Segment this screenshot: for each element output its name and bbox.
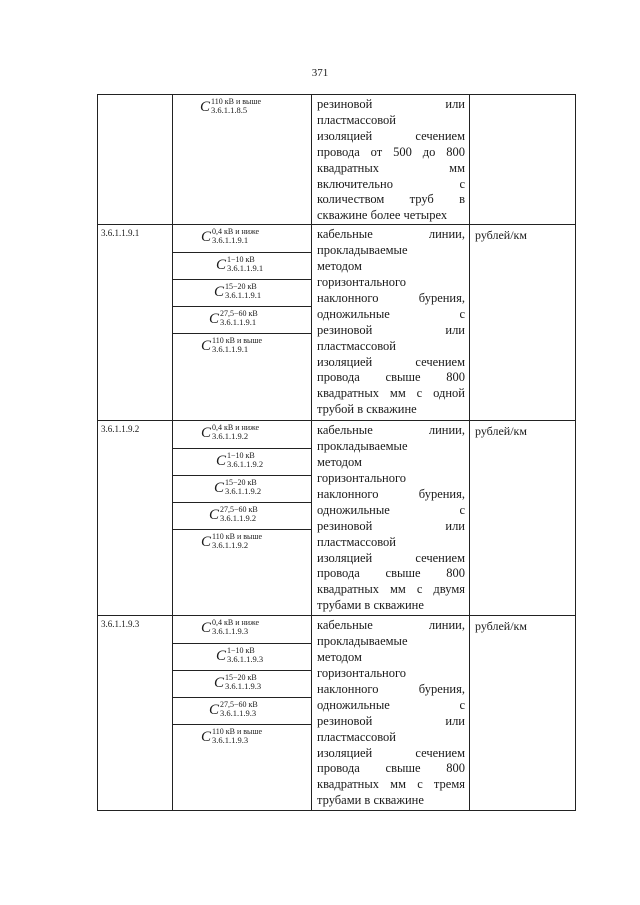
- description-line: трубой в скважине: [317, 402, 417, 417]
- formula-box: [173, 698, 311, 725]
- formula-box: [173, 671, 311, 698]
- description-line: количеством труб в: [317, 192, 465, 207]
- symbol-letter: C: [214, 284, 225, 301]
- formula-box: [173, 253, 311, 280]
- description-line: пластмассовой: [317, 338, 396, 353]
- symbol-superscript: 1−10 кВ: [227, 451, 255, 461]
- symbol-indices: [212, 619, 259, 636]
- unit-cell: рублей/км: [470, 421, 576, 616]
- description-line: включительно с: [317, 176, 465, 191]
- description-line: пластмассовой: [317, 729, 396, 744]
- description-line: горизонтального: [317, 665, 407, 680]
- symbol-indices: [220, 701, 258, 718]
- symbol-indices: [225, 283, 261, 300]
- symbol-indices: [225, 479, 261, 496]
- description-cell: [312, 421, 470, 616]
- description-line: кабельные линии,: [317, 618, 465, 633]
- symbol-subscript: 3.6.1.1.9.1: [220, 317, 257, 328]
- symbol-superscript: 1−10 кВ: [227, 646, 255, 656]
- description-line: квадратных мм с одной: [317, 386, 465, 401]
- table-row: [98, 616, 576, 811]
- symbol-letter: C: [201, 338, 212, 355]
- formula-symbol: [209, 701, 258, 719]
- table-row: [98, 421, 576, 616]
- description-line: изоляцией сечением: [317, 128, 465, 143]
- symbol-letter: C: [214, 675, 225, 692]
- description-line: методом: [317, 455, 362, 470]
- description-line: трубами в скважине: [317, 793, 424, 808]
- symbol-letter: C: [216, 648, 227, 665]
- description-line: одножильные с: [317, 502, 465, 517]
- description-line: методом: [317, 259, 362, 274]
- unit-cell: [470, 95, 576, 225]
- symbol-indices: [212, 728, 262, 745]
- symbol-superscript: 0,4 кВ и ниже: [212, 618, 260, 628]
- description-cell: [312, 95, 470, 225]
- symbol-indices: [220, 506, 258, 523]
- formula-box: [173, 616, 311, 644]
- unit-cell: рублей/км: [470, 616, 576, 811]
- symbol-letter: C: [201, 534, 212, 551]
- symbol-letter: C: [200, 99, 211, 115]
- symbol-indices: [227, 452, 263, 469]
- code-cell: 3.6.1.1.9.3: [98, 616, 173, 811]
- symbol-superscript: 27,5−60 кВ: [220, 309, 258, 319]
- symbol-superscript: 15−20 кВ: [225, 673, 257, 683]
- symbol-subscript: 3.6.1.1.9.1: [212, 235, 249, 246]
- symbol-subscript: 3.6.1.1.9.2: [212, 540, 249, 551]
- unit-cell: рублей/км: [470, 225, 576, 421]
- tariff-table: [97, 94, 576, 811]
- symbol-indices: [212, 533, 262, 550]
- description-line: кабельные линии,: [317, 227, 465, 242]
- symbol-superscript: 110 кВ и выше: [212, 727, 263, 737]
- formula-cell: [173, 616, 312, 811]
- table-row: [98, 225, 576, 421]
- formula-symbol: [201, 424, 259, 442]
- symbol-indices: [227, 256, 263, 273]
- description-line: резиновой или: [317, 322, 465, 337]
- description-line: провода свыше 800: [317, 761, 465, 776]
- description-line: резиновой или: [317, 97, 465, 111]
- description-line: наклонного бурения,: [317, 681, 465, 696]
- formula-symbol: [201, 533, 262, 551]
- description-cell: [312, 616, 470, 811]
- symbol-superscript: 27,5−60 кВ: [220, 700, 258, 710]
- formula-box: [173, 95, 311, 217]
- description-line: изоляцией сечением: [317, 550, 465, 565]
- description-line: квадратных мм: [317, 160, 465, 175]
- description-text: [312, 95, 469, 224]
- symbol-superscript: 15−20 кВ: [225, 282, 257, 292]
- formula-box: [173, 307, 311, 334]
- description-line: наклонного бурения,: [317, 486, 465, 501]
- symbol-superscript: 15−20 кВ: [225, 478, 257, 488]
- description-line: методом: [317, 650, 362, 665]
- symbol-letter: C: [216, 257, 227, 274]
- formula-cell: [173, 421, 312, 616]
- symbol-subscript: 3.6.1.1.9.3: [212, 626, 249, 637]
- symbol-superscript: 1−10 кВ: [227, 255, 255, 265]
- description-text: [312, 421, 469, 614]
- description-line: пластмассовой: [317, 534, 396, 549]
- formula-symbol: [200, 98, 261, 116]
- symbol-subscript: 3.6.1.1.9.3: [225, 681, 262, 692]
- description-line: наклонного бурения,: [317, 290, 465, 305]
- symbol-subscript: 3.6.1.1.8.5: [211, 105, 248, 115]
- symbol-subscript: 3.6.1.1.9.1: [227, 263, 264, 274]
- description-line: трубами в скважине: [317, 598, 424, 613]
- description-line: резиновой или: [317, 518, 465, 533]
- code-cell: 3.6.1.1.9.1: [98, 225, 173, 421]
- symbol-letter: C: [216, 453, 227, 470]
- symbol-letter: C: [201, 229, 212, 246]
- symbol-letter: C: [209, 702, 220, 719]
- code-cell: 3.6.1.1.9.2: [98, 421, 173, 616]
- description-line: провода от 500 до 800: [317, 144, 465, 159]
- table-row: [98, 95, 576, 225]
- formula-cell: [173, 225, 312, 421]
- formula-symbol: [201, 619, 259, 637]
- formula-box: [173, 530, 311, 557]
- symbol-letter: C: [201, 425, 212, 442]
- formula-symbol: [216, 647, 263, 665]
- description-line: провода свыше 800: [317, 370, 465, 385]
- formula-cell: [173, 95, 312, 225]
- symbol-subscript: 3.6.1.1.9.1: [225, 290, 262, 301]
- symbol-superscript: 110 кВ и выше: [212, 336, 263, 346]
- description-line: резиновой или: [317, 713, 465, 728]
- symbol-letter: C: [201, 620, 212, 637]
- symbol-indices: [212, 424, 259, 441]
- formula-box: [173, 725, 311, 752]
- description-line: кабельные линии,: [317, 423, 465, 438]
- description-line: квадратных мм с тремя: [317, 777, 465, 792]
- symbol-indices: [227, 647, 263, 664]
- symbol-subscript: 3.6.1.1.9.2: [225, 486, 262, 497]
- code-cell: [98, 95, 173, 225]
- formula-box: [173, 421, 311, 449]
- description-line: квадратных мм с двумя: [317, 582, 465, 597]
- symbol-indices: [212, 228, 259, 245]
- symbol-letter: C: [209, 507, 220, 524]
- formula-box: [173, 476, 311, 503]
- symbol-superscript: 27,5−60 кВ: [220, 505, 258, 515]
- formula-box: [173, 334, 311, 361]
- symbol-subscript: 3.6.1.1.9.2: [220, 513, 257, 524]
- formula-symbol: [214, 283, 261, 301]
- description-line: пластмассовой: [317, 112, 396, 127]
- symbol-subscript: 3.6.1.1.9.1: [212, 344, 249, 355]
- formula-box: [173, 225, 311, 253]
- formula-symbol: [209, 506, 258, 524]
- symbol-indices: [225, 674, 261, 691]
- description-line: горизонтального: [317, 470, 407, 485]
- description-line: скважине более четырех: [317, 208, 448, 223]
- description-line: провода свыше 800: [317, 566, 465, 581]
- symbol-superscript: 110 кВ и выше: [212, 532, 263, 542]
- symbol-indices: [211, 98, 261, 115]
- symbol-superscript: 0,4 кВ и ниже: [212, 227, 260, 237]
- formula-symbol: [201, 728, 262, 746]
- formula-box: [173, 280, 311, 307]
- description-text: [312, 616, 469, 809]
- symbol-indices: [212, 337, 262, 354]
- description-line: одножильные с: [317, 697, 465, 712]
- symbol-indices: [220, 310, 258, 327]
- symbol-letter: C: [201, 729, 212, 746]
- description-line: прокладываемые: [317, 243, 408, 258]
- formula-symbol: [216, 452, 263, 470]
- formula-symbol: [214, 674, 261, 692]
- formula-symbol: [216, 256, 263, 274]
- description-cell: [312, 225, 470, 421]
- symbol-subscript: 3.6.1.1.9.2: [227, 459, 264, 470]
- description-line: прокладываемые: [317, 634, 408, 649]
- page-number: 371: [311, 67, 329, 79]
- formula-box: [173, 449, 311, 476]
- table-body: [98, 95, 576, 811]
- description-line: одножильные с: [317, 306, 465, 321]
- symbol-subscript: 3.6.1.1.9.3: [220, 708, 257, 719]
- formula-symbol: [209, 310, 258, 328]
- formula-box: [173, 503, 311, 530]
- description-line: изоляцией сечением: [317, 354, 465, 369]
- description-line: прокладываемые: [317, 439, 408, 454]
- formula-box: [173, 644, 311, 671]
- symbol-letter: C: [214, 480, 225, 497]
- formula-symbol: [201, 228, 259, 246]
- symbol-superscript: 0,4 кВ и ниже: [212, 423, 260, 433]
- symbol-subscript: 3.6.1.1.9.3: [227, 654, 264, 665]
- symbol-letter: C: [209, 311, 220, 328]
- symbol-subscript: 3.6.1.1.9.3: [212, 735, 249, 746]
- description-line: горизонтального: [317, 274, 407, 289]
- symbol-subscript: 3.6.1.1.9.2: [212, 431, 249, 442]
- description-text: [312, 225, 469, 418]
- formula-symbol: [214, 479, 261, 497]
- symbol-superscript: 110 кВ и выше: [211, 97, 262, 106]
- formula-symbol: [201, 337, 262, 355]
- description-line: изоляцией сечением: [317, 745, 465, 760]
